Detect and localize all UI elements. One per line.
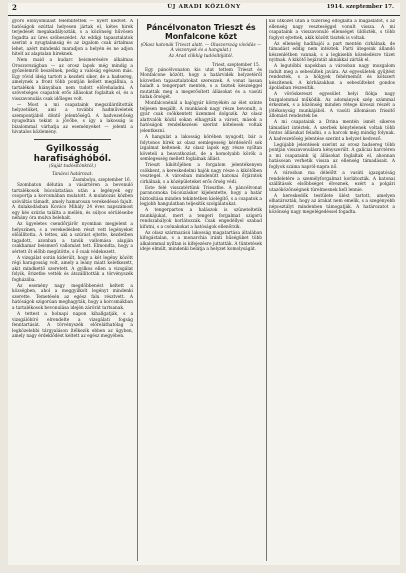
article-paragraph: Az ellenség hadihajói a part mentén cirkálnak, de támadást eddig nem intéztek. Parti ütegeink állandó készenlétben vannak, s a legkisebb közeledésre tüzet nyitnak. A kikötő bejáratát aknákkal zárták el. bbox=[269, 41, 395, 64]
article-paragraph: A legutóbbi napokban a városban nagy mozgalom indult meg a sebesültek javára. Az egyesületek gyűjtést rendeztek, s a hölgyek fehérneműt és kötszert készítenek. A kórházakban a sebesülteket gondos ápolásban részesítik. bbox=[269, 64, 395, 92]
page-header bbox=[8, 3, 400, 16]
article-paragraph: Legújabb jelentések szerint az orosz hadsereg több pontján visszavonulásra kényszerült. A galíciai harctéren a mi csapataink új állásokat foglaltak el, ahonnan hatásosan verhetik vissza az ellenség támadásait. A foglyok száma napról-napra nő. bbox=[269, 142, 395, 170]
column-left bbox=[12, 19, 133, 561]
article-paragraph: A tengerparton a halászok is szüneteltetik munkájukat, mert a tengeri forgalmat szigorú rendszabályok korlátozzák. Csak engedéllyel szabad kifutni, s a csónakokat a hatóságok ellenőrzik. bbox=[140, 208, 262, 230]
article-paragraph: A tettest a holnapi napon kihallgatják, s a vizsgálóbíró elrendelte a vizsgálati fogság fenntartását. A törvényszék előreláthatólag a legközelebbi tárgyaláson ítélkezik ebben az ügyben, amely nagy érdeklődést keltett az egész megyében. bbox=[12, 312, 133, 340]
column-rule bbox=[266, 19, 267, 561]
article-dateline: Zsombolya, szeptember 16. bbox=[72, 177, 131, 183]
column-right bbox=[269, 19, 395, 561]
article-paragraph: A vizsgálat során kiderült, hogy a két legény között régi haragosság volt, amely a leány miatt keletkezett, akit mindkettő szeretett. A gyilkos ellen a vizsgálat folyik, őrizetbe vették és átszállították a törvényszék fogházába. bbox=[12, 255, 133, 283]
article-paragraph: A mi csapataink a Drina mentén ismét sikeres támadást intéztek. A szerbek kénytelenek voltak több fontos állásukat feladni, s a harcok még mindig folynak. A hadvezetőség jelentése szerint a helyzet kedvező. bbox=[269, 120, 395, 142]
article-subtitle: Tanácsi határozat. bbox=[52, 171, 93, 177]
article-paragraph: Trieszt kikötőjében a forgalom jelentékenyen csökkent, a kereskedelmi hajók nagy része a kikötőben vesztegel. A városban mindenütt katonai őrjáratok cirkálnak, s a középületeket erős őrség védi. bbox=[140, 163, 262, 185]
article-byline: (Saját tudósítónktól.) bbox=[49, 164, 96, 170]
article-paragraph: Az esemény nagy megdöbbenést keltett a községben, ahol a meggyilkolt legényt mindenki szerette. Temetésén az egész falu résztvett. A hatóságok szigorúan meghagyták, hogy a korcsmákban a tartalékosok bevonulása idején zárórát tartsanak. bbox=[12, 283, 133, 311]
article-subtitle: (Olasz katonák Trieszt alatt. — Olaszország vívódás — A viszonyok és a hangulat.) bbox=[140, 42, 262, 54]
article-paragraph: kis ütközet után a tüzérség elfoglalta a magaslatot, s az ellenség nagy veszteséggel vonult vissza. A mi csapataink a visszavonuló ellenséget üldözték, s több foglyot ejtettek, akik között tisztek is voltak. bbox=[269, 19, 395, 41]
article-headline: Gyilkosság harafisághóból. bbox=[33, 143, 112, 164]
column-middle bbox=[140, 19, 262, 561]
article-paragraph: Szombaton délután a vásártéren a bevonuló tartalékosok búcsúztatása után a legények egy csoportja a korcsmában mulatott. A mulatozás közben szóváltás támadt, amely hamarosan verekedéssé fajult. A dulakodásban Kovács Mihály 24 éves napszámost egy kés szúrás találta a mellén, és súlyos sérüléseibe néhány óra mulva belehalt. bbox=[12, 183, 133, 222]
article-paragraph: A vöröskereszt egyesület helyi fiókja nagy buzgalommal működik. Az adományok szép számmal érkeznek, s a közönség minden rétege kiveszi részét a jótékonyság munkájából. A vasúti állomáson frissítő állomást rendeztek be. bbox=[269, 92, 395, 120]
article-paragraph: Este felé visszatértünk Triesztbe. A páncélvonat parancsnoka búcsúzáskor kijelentette, hogy a határ biztosítása minden tekintetben kielégítő, s a csapatok a legjobb hangulatban teljesítik szolgálatukat. bbox=[140, 185, 262, 208]
article-byline: Az Arad clikkíg tudósítójától. bbox=[168, 54, 234, 60]
page-number: 2 bbox=[12, 3, 17, 12]
article-dateline: Triest, szeptember 15. bbox=[212, 61, 260, 67]
article-separator bbox=[34, 139, 111, 140]
article-paragraph: A kereskedők testülete ülést tartott, amelyen elhatározták, hogy az árakat nem emelik, s a szegényebb néposztályt mindenben támogatják. A határozatot a közönség nagy megelégedéssel fogadta. bbox=[269, 193, 395, 216]
article-paragraph: Egy páncélvonaton kis utat tettem Trieszt és Monfalcone között, hogy a határvidék helyzetéről közvetlen tapasztalatokat szerezzek. A vonat lassan haladt a tengerpart mentén, s a tisztek készséggel mutatták meg a megerősített állásokat és a vasúti hidak őrségét. bbox=[140, 67, 262, 101]
article-headline: Páncélvonaton Trieszt és Monfalcone közt bbox=[146, 23, 256, 42]
article-paragraph: Nem maid a kudarc beismerésére alkalmas Oroszországban — az orosz lapok még mindig a győzelemről beszélnek, pedig a valóság egészen más. Egy rövid ideig tartott a kezdeti siker, de a hadsereg, amelynek a front több pontján kellett megállnia, a tartalékok hiányában nem tudott előrehaladni. A szövetséges csapatok erős állásokat foglaltak el, és a visszavonulás csak időleges volt. bbox=[12, 58, 133, 102]
article-paragraph: Az olasz származású lakosság magatartása általában kifogástalan, s a monarchia iránti hűségüket több alkalommal nyíltan is kifejezésre juttatták. A tüntetések ideje elmúlt, mindenki belátja a helyzet komolyságát. bbox=[140, 230, 262, 253]
article-paragraph: gyors előnyomulást felemlitették — nyert kedvet. A hatóságok ezúttal helyesen jártak el, kétes hirek terjedését megakadályozták, s a közönség hűvösen fogadta az üres szóbeszédet. Az eddigi tapasztalatok szerint a nyugtalanság és az izgalom csak ártalmas lehet, azért mindenki maradjon a helyén és ne adjon hitelt az alaptalan híreknek. bbox=[12, 19, 133, 57]
article-paragraph: A hangulat a lakosság körében nyugodt, bár a folytonos hírek az olasz semlegesség kérdéséről sok izgalmat keltenek. Az olasz lapok egy része nyíltan követeli a beavatkozást, de a komolyabb körök a semlegesség mellett foglalnak állást. bbox=[140, 135, 262, 162]
newspaper-name: ÚJ ARADI KÖZLÖNY bbox=[167, 4, 241, 10]
newspaper-page bbox=[8, 3, 400, 565]
article-paragraph: A városban ma délelőtt a vasúti igazgatóság rendeletére a személyforgalmat korlátozták. A katonai szállítások elsőbbséget élveznek, ezért a polgári utazóközönségnek türelmesnek kell lennie. bbox=[269, 171, 395, 193]
article-paragraph: Monfalconénál a hajógyár környékén az élet szinte teljesen megállt. A munkások nagy része bevonult, a gyár csak csökkentett üzemmel dolgozik. Az olasz alattvalók közül sokan elhagyták a várost, mások a hatóságok rendelkezései szerint kötelesek voltak jelentkezni. bbox=[140, 101, 262, 134]
article-paragraph: Az ügyeletes csendőrjárőr nyomban megjelent a helyszínen, s a verekedésben részt vett legényeket előállította. A tettes, aki a szúrást ejtette, kezdetben tagadott, azonban a tanúk vallomása alapján csakhamar beismerő vallomást tett. Elmondta, hogy a sértett őt előbb megütötte, s ő csak védekezett. bbox=[12, 222, 133, 255]
issue-date: 1914. szeptember 17. bbox=[326, 4, 394, 10]
column-rule bbox=[137, 19, 138, 561]
article-paragraph: — Most a mi csapataink megszilárdították helyzetüket, ami a további hadműveletek szempontjából döntő jelentőségű. A hadvezetőség nyugodtan tekint a jövőbe, s így a lakosság is bizalommal várhatja az eseményeket — jelenti a hivatalos közlemény. bbox=[12, 102, 133, 136]
